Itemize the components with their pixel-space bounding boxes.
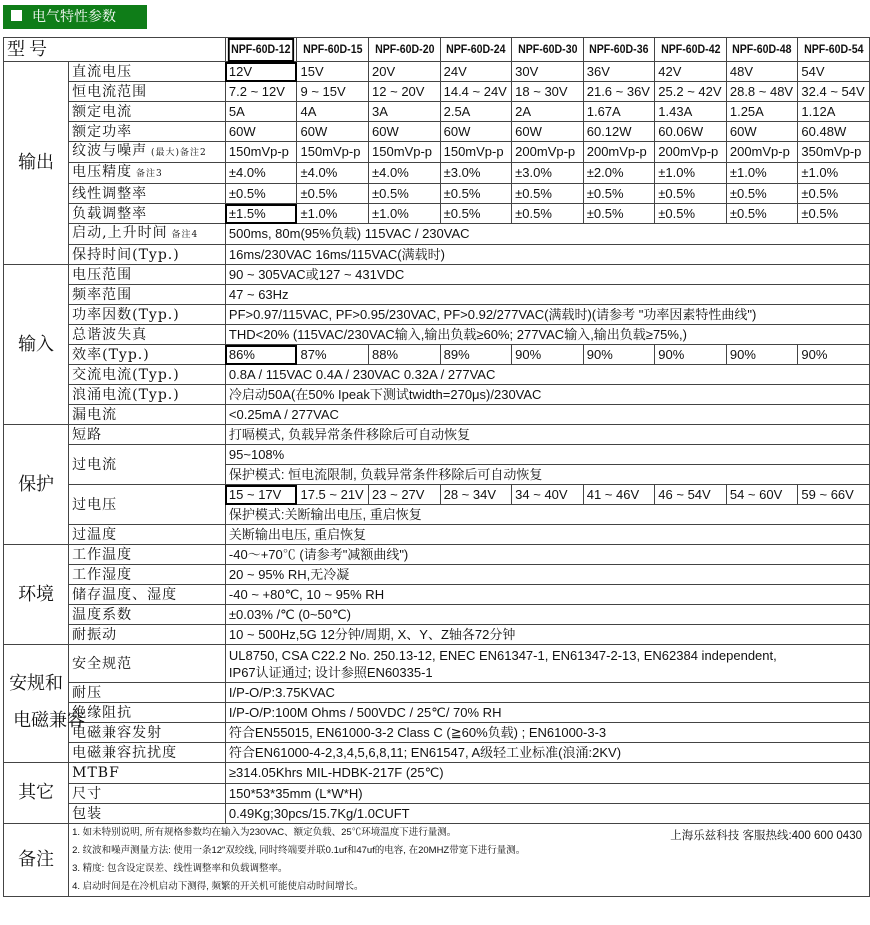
value-cell: ±4.0% xyxy=(297,163,369,184)
ov-cell: 46 ~ 54V xyxy=(655,485,727,505)
value-cell: ±0.5% xyxy=(512,184,584,204)
table-row xyxy=(4,804,870,824)
table-row xyxy=(4,38,870,62)
value-cell: ±4.0% xyxy=(369,163,441,184)
value-cell: 200mVp-p xyxy=(655,142,727,163)
value-cell: ±1.5% xyxy=(225,204,297,224)
value-cell: 5A xyxy=(225,102,297,122)
value-cell: 350mVp-p xyxy=(798,142,870,163)
safety-value: I/P-O/P:100M Ohms / 500VDC / 25℃/ 70% RH xyxy=(225,703,869,723)
row-label: 过电流 xyxy=(69,445,226,485)
input-value: 90 ~ 305VAC或127 ~ 431VDC xyxy=(225,265,869,285)
row-label: 交流电流(Typ.) xyxy=(69,365,226,385)
value-cell: ±3.0% xyxy=(512,163,584,184)
value-cell: 150mVp-p xyxy=(369,142,441,163)
row-label: 效率(Typ.) xyxy=(69,345,226,365)
row-label: 包装 xyxy=(69,804,226,824)
table-row xyxy=(4,285,870,305)
table-row xyxy=(4,365,870,385)
row-label: 电磁兼容抗扰度 xyxy=(69,743,226,763)
value-cell: 60W xyxy=(440,122,512,142)
efficiency-cell: 89% xyxy=(440,345,512,365)
value-cell: ±0.5% xyxy=(583,204,655,224)
value-cell: ±0.5% xyxy=(440,204,512,224)
group-safety-top: 安规和 xyxy=(9,672,64,694)
safety-std-value xyxy=(225,645,869,683)
safety-value: I/P-O/P:3.75KVAC xyxy=(225,683,869,703)
ov-cell: 41 ~ 46V xyxy=(583,485,655,505)
efficiency-cell: 90% xyxy=(583,345,655,365)
row-label: 启动,上升时间 备注4 xyxy=(69,224,226,245)
table-row xyxy=(4,784,870,804)
row-label: 绝缘阻抗 xyxy=(69,703,226,723)
table-row xyxy=(4,585,870,605)
group-safety xyxy=(4,645,86,763)
row-label: 安全规范 xyxy=(69,645,226,683)
input-value: <0.25mA / 277VAC xyxy=(225,405,869,425)
note-line: 3. 精度: 包含设定误差、线性调整率和负载调整率。 xyxy=(72,863,288,874)
value-cell: 150mVp-p xyxy=(440,142,512,163)
other-value: 150*53*35mm (L*W*H) xyxy=(225,784,869,804)
row-label: 尺寸 xyxy=(69,784,226,804)
value-cell: 12 ~ 20V xyxy=(369,82,441,102)
table-row xyxy=(4,445,870,465)
value-cell: 18 ~ 30V xyxy=(512,82,584,102)
row-label: 漏电流 xyxy=(69,405,226,425)
value-cell: ±0.5% xyxy=(225,184,297,204)
ov-cell: 34 ~ 40V xyxy=(512,485,584,505)
value-cell: ±1.0% xyxy=(297,204,369,224)
table-row xyxy=(4,62,870,82)
model-header: NPF-60D-48 xyxy=(729,38,795,62)
efficiency-cell: 90% xyxy=(655,345,727,365)
row-label: 过温度 xyxy=(69,525,226,545)
row-note: 备注3 xyxy=(132,169,163,179)
table-row xyxy=(4,345,870,365)
value-cell: ±2.0% xyxy=(583,163,655,184)
table-row xyxy=(4,545,870,565)
row-label: 负载调整率 xyxy=(69,204,226,224)
table-row xyxy=(4,184,870,204)
env-value: 20 ~ 95% RH,无冷凝 xyxy=(225,565,869,585)
row-label: 保持时间(Typ.) xyxy=(69,245,226,265)
ov-cell: 15 ~ 17V xyxy=(225,485,297,505)
value-cell: 28.8 ~ 48V xyxy=(726,82,798,102)
table-row xyxy=(4,485,870,505)
efficiency-cell: 90% xyxy=(726,345,798,365)
table-row xyxy=(4,763,870,784)
table-row xyxy=(4,385,870,405)
row-label: 额定功率 xyxy=(69,122,226,142)
ot-value: 关断输出电压, 重启恢复 xyxy=(225,525,869,545)
value-cell: 150mVp-p xyxy=(297,142,369,163)
value-cell: 200mVp-p xyxy=(726,142,798,163)
table-row xyxy=(4,425,870,445)
value-cell: 24V xyxy=(440,62,512,82)
value-cell: ±0.5% xyxy=(369,184,441,204)
group-safety-bottom: 电磁兼容 xyxy=(13,709,86,731)
ov-cell: 23 ~ 27V xyxy=(369,485,441,505)
value-cell: 1.25A xyxy=(726,102,798,122)
env-value: -40 ~ +80℃, 10 ~ 95% RH xyxy=(225,585,869,605)
group-notes: 备注 xyxy=(4,824,69,897)
value-cell: 1.43A xyxy=(655,102,727,122)
env-value: -40～+70℃ (请参考"减额曲线") xyxy=(225,545,869,565)
notes-cell xyxy=(69,824,870,897)
row-label: 电磁兼容发射 xyxy=(69,723,226,743)
row-label: 耐压 xyxy=(69,683,226,703)
model-header: NPF-60D-15 xyxy=(300,38,366,62)
value-cell: 42V xyxy=(655,62,727,82)
row-label: 频率范围 xyxy=(69,285,226,305)
ov-mode: 保护模式:关断输出电压, 重启恢复 xyxy=(225,505,869,525)
oc-value: 95~108% xyxy=(225,445,869,465)
value-cell: 7.2 ~ 12V xyxy=(225,82,297,102)
value-cell: 3A xyxy=(369,102,441,122)
efficiency-cell: 87% xyxy=(297,345,369,365)
input-value: THD<20% (115VAC/230VAC输入,输出负载≥60%; 277VAC输入,输出负载≥75%,) xyxy=(225,325,869,345)
row-label: 工作温度 xyxy=(69,545,226,565)
table-row xyxy=(4,204,870,224)
ov-cell: 59 ~ 66V xyxy=(798,485,870,505)
row-label: 工作湿度 xyxy=(69,565,226,585)
other-value: 0.49Kg;30pcs/15.7Kg/1.0CUFT xyxy=(225,804,869,824)
table-row xyxy=(4,824,870,897)
efficiency-cell: 88% xyxy=(369,345,441,365)
hotline: 上海乐兹科技 客服热线:400 600 0430 xyxy=(670,830,862,842)
table-row xyxy=(4,102,870,122)
table-row xyxy=(4,82,870,102)
value-cell: 150mVp-p xyxy=(225,142,297,163)
note-line: 4. 启动时间是在冷机启动下测得, 频繁的开关机可能使启动时间增长。 xyxy=(72,881,364,892)
value-cell: ±4.0% xyxy=(225,163,297,184)
row-label: MTBF xyxy=(69,763,226,784)
row-note: (最大)备注2 xyxy=(147,148,207,158)
value-cell: 54V xyxy=(798,62,870,82)
section-title: 电气特性参数 xyxy=(32,9,116,25)
value-cell: 200mVp-p xyxy=(583,142,655,163)
table-row xyxy=(4,163,870,184)
table-row xyxy=(4,265,870,285)
note-line: 2. 纹波和噪声测量方法: 使用一条12"双绞线, 同时终端要并联0.1uf和47uf的电容, 在20MHZ带宽下进行量测。 xyxy=(72,845,526,856)
env-value: ±0.03% /℃ (0~50℃) xyxy=(225,605,869,625)
row-label: 恒电流范围 xyxy=(69,82,226,102)
input-value: 47 ~ 63Hz xyxy=(225,285,869,305)
note-line: 1. 如未特别说明, 所有规格参数均在输入为230VAC、额定负载、25℃环境温度下进行量测。 xyxy=(72,827,457,838)
value-cell: ±0.5% xyxy=(440,184,512,204)
row-label: 电压范围 xyxy=(69,265,226,285)
efficiency-cell: 86% xyxy=(225,345,297,365)
value-cell: 60W xyxy=(726,122,798,142)
value-cell: 1.67A xyxy=(583,102,655,122)
value-cell: ±1.0% xyxy=(655,163,727,184)
table-row xyxy=(4,525,870,545)
input-value: PF>0.97/115VAC, PF>0.95/230VAC, PF>0.92/277VAC(满载时)(请参考 "功率因素特性曲线") xyxy=(225,305,869,325)
value-cell: ±0.5% xyxy=(583,184,655,204)
safety-std-line2: IP67认证通过; 设计参照EN60335-1 xyxy=(228,664,433,680)
value-cell: ±0.5% xyxy=(726,204,798,224)
table-row xyxy=(4,224,870,245)
row-note: 备注4 xyxy=(167,230,199,240)
value-cell: 36V xyxy=(583,62,655,82)
group-input: 输入 xyxy=(4,265,69,425)
ov-cell: 17.5 ~ 21V xyxy=(297,485,369,505)
value-cell: 1.12A xyxy=(798,102,870,122)
table-row xyxy=(4,305,870,325)
table-row xyxy=(4,703,870,723)
value-cell: 21.6 ~ 36V xyxy=(583,82,655,102)
value-cell: 60.48W xyxy=(798,122,870,142)
short-value: 打嗝模式, 负载异常条件移除后可自动恢复 xyxy=(225,425,869,445)
value-cell: ±1.0% xyxy=(369,204,441,224)
table-row xyxy=(4,683,870,703)
table-row xyxy=(4,405,870,425)
square-icon xyxy=(11,10,22,21)
value-cell: 30V xyxy=(512,62,584,82)
row-label: 耐振动 xyxy=(69,625,226,645)
value-cell: 14.4 ~ 24V xyxy=(440,82,512,102)
row-label: 电压精度 备注3 xyxy=(69,163,226,184)
value-cell: ±0.5% xyxy=(726,184,798,204)
safety-value: 符合EN55015, EN61000-3-2 Class C (≧60%负载) ; EN61000-3-3 xyxy=(225,723,869,743)
row-label: 额定电流 xyxy=(69,102,226,122)
value-cell: ±0.5% xyxy=(297,184,369,204)
value-cell: 25.2 ~ 42V xyxy=(655,82,727,102)
value-cell: 60.06W xyxy=(655,122,727,142)
value-cell: 4A xyxy=(297,102,369,122)
value-cell: 15V xyxy=(297,62,369,82)
safety-std-line1: UL8750, CSA C22.2 No. 250.13-12, ENEC EN61347-1, EN61347-2-13, EN62384 independent, xyxy=(228,647,777,663)
value-cell: 2.5A xyxy=(440,102,512,122)
table-row xyxy=(4,625,870,645)
value-cell: ±3.0% xyxy=(440,163,512,184)
table-row xyxy=(4,245,870,265)
row-label: 功率因数(Typ.) xyxy=(69,305,226,325)
value-cell: 60.12W xyxy=(583,122,655,142)
other-value: ≥314.05Khrs MIL-HDBK-217F (25℃) xyxy=(225,763,869,784)
row-label: 线性调整率 xyxy=(69,184,226,204)
value-cell: 32.4 ~ 54V xyxy=(798,82,870,102)
table-row xyxy=(4,743,870,763)
value-cell: 20V xyxy=(369,62,441,82)
row-label: 浪涌电流(Typ.) xyxy=(69,385,226,405)
model-header: NPF-60D-20 xyxy=(371,38,437,62)
ov-cell: 54 ~ 60V xyxy=(726,485,798,505)
table-row xyxy=(4,605,870,625)
table-row xyxy=(4,325,870,345)
hold-value: 16ms/230VAC 16ms/115VAC(满载时) xyxy=(225,245,869,265)
value-cell: ±1.0% xyxy=(726,163,798,184)
value-cell: 60W xyxy=(369,122,441,142)
value-cell: 60W xyxy=(297,122,369,142)
env-value: 10 ~ 500Hz,5G 12分钟/周期, X、Y、Z轴各72分钟 xyxy=(225,625,869,645)
group-other: 其它 xyxy=(4,763,69,824)
input-value: 冷启动50A(在50% Ipeak下测试twidth=270μs)/230VAC xyxy=(225,385,869,405)
efficiency-cell: 90% xyxy=(512,345,584,365)
row-label: 纹波与噪声 (最大)备注2 xyxy=(69,142,226,163)
model-header: NPF-60D-36 xyxy=(586,38,652,62)
value-cell: 48V xyxy=(726,62,798,82)
row-label: 短路 xyxy=(69,425,226,445)
table-row xyxy=(4,645,870,683)
table-row xyxy=(4,565,870,585)
input-value: 0.8A / 115VAC 0.4A / 230VAC 0.32A / 277VAC xyxy=(225,365,869,385)
table-row xyxy=(4,723,870,743)
efficiency-cell: 90% xyxy=(798,345,870,365)
row-label: 温度系数 xyxy=(69,605,226,625)
value-cell: ±0.5% xyxy=(512,204,584,224)
value-cell: ±0.5% xyxy=(655,184,727,204)
model-header: NPF-60D-24 xyxy=(443,38,509,62)
ov-cell: 28 ~ 34V xyxy=(440,485,512,505)
table-row xyxy=(4,122,870,142)
model-header: NPF-60D-12 xyxy=(228,38,294,62)
group-env: 环境 xyxy=(4,545,69,645)
value-cell: 9 ~ 15V xyxy=(297,82,369,102)
value-cell: 12V xyxy=(225,62,297,82)
section-header xyxy=(3,5,147,29)
model-header: NPF-60D-30 xyxy=(515,38,581,62)
value-cell: ±0.5% xyxy=(798,204,870,224)
value-cell: 200mVp-p xyxy=(512,142,584,163)
startup-value: 500ms, 80m(95%负载) 115VAC / 230VAC xyxy=(225,224,869,245)
row-label: 直流电压 xyxy=(69,62,226,82)
row-label: 总谐波失真 xyxy=(69,325,226,345)
oc-mode: 保护模式: 恒电流限制, 负载异常条件移除后可自动恢复 xyxy=(225,465,869,485)
model-header: NPF-60D-42 xyxy=(658,38,724,62)
row-label: 过电压 xyxy=(69,485,226,525)
value-cell: 60W xyxy=(225,122,297,142)
type-label: 型号 xyxy=(4,38,226,62)
model-header: NPF-60D-54 xyxy=(801,38,867,62)
value-cell: ±0.5% xyxy=(798,184,870,204)
value-cell: ±1.0% xyxy=(798,163,870,184)
table-row xyxy=(4,142,870,163)
group-protection: 保护 xyxy=(4,425,69,545)
value-cell: ±0.5% xyxy=(655,204,727,224)
row-label: 储存温度、湿度 xyxy=(69,585,226,605)
safety-value: 符合EN61000-4-2,3,4,5,6,8,11; EN61547, A级轻工业标准(浪涌:2KV) xyxy=(225,743,869,763)
value-cell: 60W xyxy=(512,122,584,142)
group-output: 输出 xyxy=(4,62,69,265)
spec-table xyxy=(3,37,870,897)
value-cell: 2A xyxy=(512,102,584,122)
